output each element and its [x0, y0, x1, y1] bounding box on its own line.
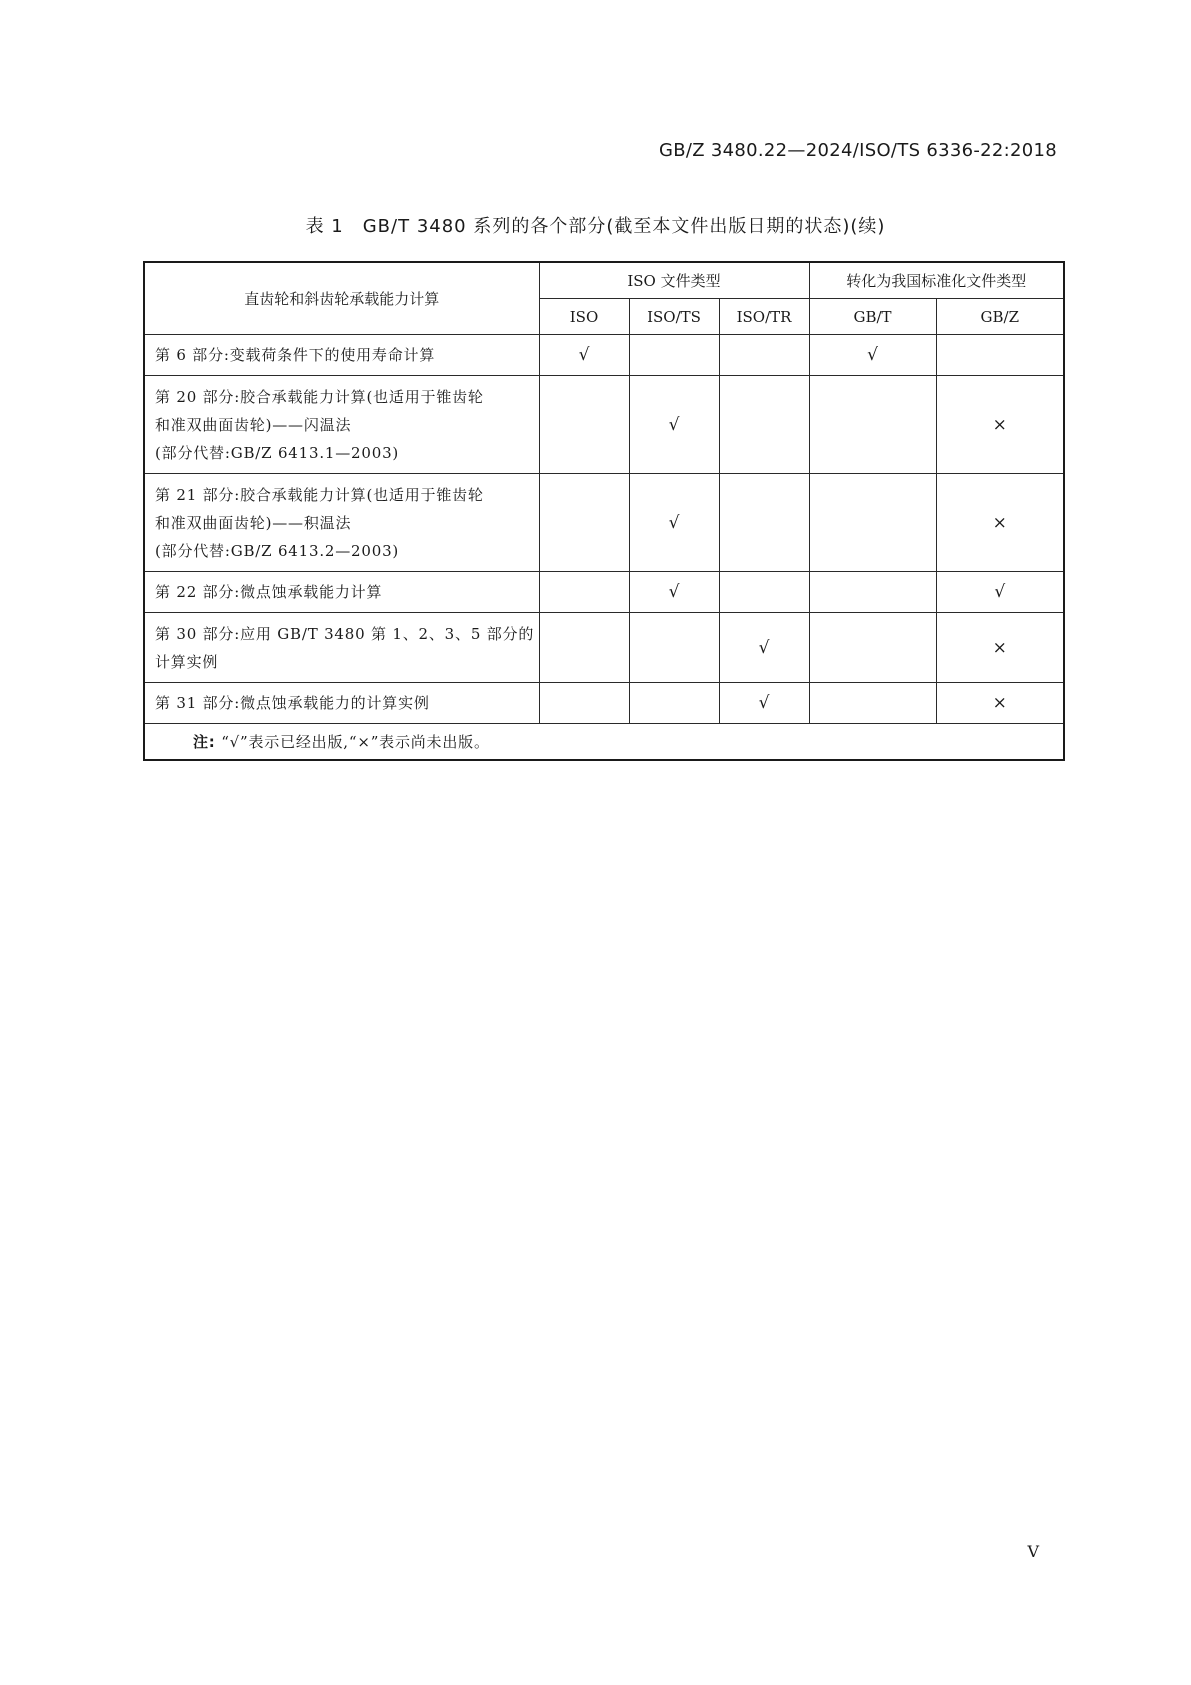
cell-gbt [809, 474, 936, 572]
cell-iso [539, 572, 629, 613]
cell-iso: √ [539, 335, 629, 376]
table-row [144, 572, 1064, 613]
cell-gbt [809, 572, 936, 613]
table-row [144, 683, 1064, 724]
description-line: 和准双曲面齿轮)——积温法 [155, 513, 352, 532]
description-line: 和准双曲面齿轮)——闪温法 [155, 415, 352, 434]
header-cn-group: 转化为我国标准化文件类型 [809, 262, 1064, 299]
cell-iso-ts [629, 335, 719, 376]
cell-gbz: × [936, 613, 1064, 683]
cell-iso [539, 613, 629, 683]
part-description [144, 683, 539, 724]
cell-iso-tr: √ [719, 683, 809, 724]
cell-gbt [809, 613, 936, 683]
part-description [144, 335, 539, 376]
table-note [144, 724, 1064, 761]
cell-gbz: × [936, 683, 1064, 724]
cell-iso-tr [719, 572, 809, 613]
document-identifier: GB/Z 3480.22—2024/ISO/TS 6336-22:2018 [658, 140, 1057, 161]
description-line: (部分代替:GB/Z 6413.2—2003) [155, 541, 400, 560]
table-row [144, 613, 1064, 683]
note-label: 注: [193, 733, 216, 751]
note-text: “√”表示已经出版,“×”表示尚未出版。 [221, 733, 490, 751]
description-line: 第 6 部分:变载荷条件下的使用寿命计算 [155, 346, 436, 364]
cell-gbz: × [936, 376, 1064, 474]
description-line: 第 31 部分:微点蚀承载能力的计算实例 [155, 694, 430, 712]
cell-gbt [809, 683, 936, 724]
table-row [144, 474, 1064, 572]
description-line: (部分代替:GB/Z 6413.1—2003) [155, 443, 400, 462]
description-line: 第 20 部分:胶合承载能力计算(也适用于锥齿轮 [155, 387, 484, 406]
cell-iso-tr [719, 376, 809, 474]
table-row [144, 376, 1064, 474]
subheader-gbz: GB/Z [936, 299, 1064, 335]
description-line: 计算实例 [155, 652, 219, 671]
cell-iso [539, 376, 629, 474]
part-description [144, 572, 539, 613]
cell-iso [539, 683, 629, 724]
description-line: 第 30 部分:应用 GB/T 3480 第 1、2、3、5 部分的 [155, 624, 535, 643]
cell-gbt [809, 376, 936, 474]
cell-iso-ts: √ [629, 474, 719, 572]
standards-table [143, 261, 1065, 761]
cell-gbz [936, 335, 1064, 376]
cell-iso-ts [629, 683, 719, 724]
part-description [144, 474, 539, 572]
cell-gbt: √ [809, 335, 936, 376]
subheader-gbt: GB/T [809, 299, 936, 335]
part-description [144, 376, 539, 474]
cell-iso-ts: √ [629, 572, 719, 613]
subheader-iso: ISO [539, 299, 629, 335]
cell-gbz: × [936, 474, 1064, 572]
cell-iso-tr: √ [719, 613, 809, 683]
table-note-row [144, 724, 1064, 761]
cell-iso-tr [719, 474, 809, 572]
table-title: 表 1 GB/T 3480 系列的各个部分(截至本文件出版日期的状态)(续) [305, 216, 886, 237]
subheader-iso-ts: ISO/TS [629, 299, 719, 335]
cell-iso [539, 474, 629, 572]
subheader-iso-tr: ISO/TR [719, 299, 809, 335]
description-line: 第 21 部分:胶合承载能力计算(也适用于锥齿轮 [155, 485, 484, 504]
header-iso-group: ISO 文件类型 [539, 262, 809, 299]
header-main-column: 直齿轮和斜齿轮承载能力计算 [144, 262, 539, 335]
cell-iso-tr [719, 335, 809, 376]
table-row [144, 335, 1064, 376]
cell-iso-ts: √ [629, 376, 719, 474]
page-number: V [1027, 1542, 1039, 1561]
part-description [144, 613, 539, 683]
cell-iso-ts [629, 613, 719, 683]
cell-gbz: √ [936, 572, 1064, 613]
description-line: 第 22 部分:微点蚀承载能力计算 [155, 583, 383, 601]
